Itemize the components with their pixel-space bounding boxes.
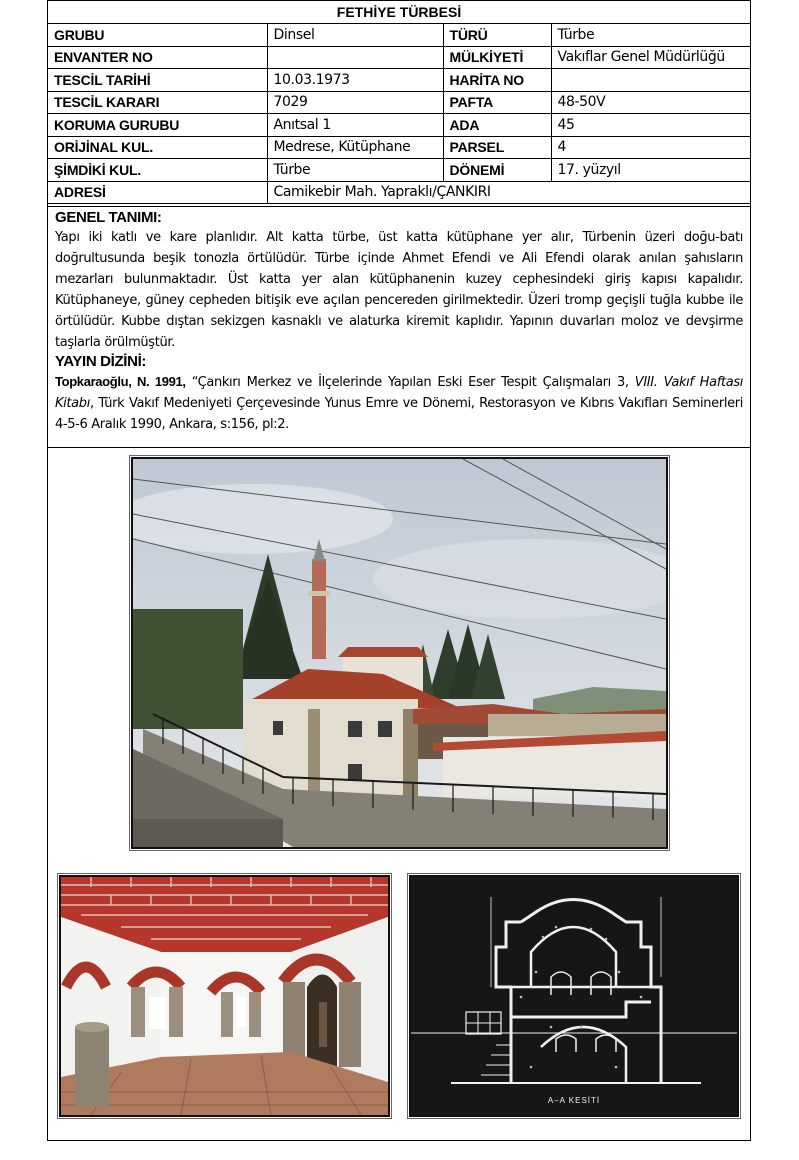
value-donemi: 17. yüzyıl (551, 159, 750, 182)
drawing-caption: A–A KESİTİ (547, 1096, 601, 1105)
interior-photo (59, 875, 390, 1117)
label-turu: TÜRÜ (443, 24, 551, 47)
value-envanter-no (267, 46, 443, 69)
value-grubu: Dinsel (267, 24, 443, 47)
value-koruma-gurubu: Anıtsal 1 (267, 114, 443, 137)
table-row (48, 69, 750, 92)
label-simdiki-kul: ŞİMDİKİ KUL. (48, 159, 267, 182)
label-mulkiyeti: MÜLKİYETİ (443, 46, 551, 69)
value-mulkiyeti: Vakıflar Genel Müdürlüğü (551, 46, 750, 69)
bibliography-book-title: VIII. Vakıf Haftası Kitabı (55, 375, 744, 411)
table-row (48, 91, 750, 114)
label-koruma-gurubu: KORUMA GURUBU (48, 114, 267, 137)
value-turu: Türbe (551, 24, 750, 47)
label-donemi: DÖNEMİ (443, 159, 551, 182)
bibliography-entry (55, 371, 743, 435)
value-harita-no (551, 69, 750, 92)
bibliography-heading: YAYIN DİZİNİ: (55, 353, 147, 370)
label-orijinal-kul: ORİJİNAL KUL. (48, 136, 267, 159)
label-ada: ADA (443, 114, 551, 137)
table-row (48, 24, 750, 47)
bibliography-text-2: , Türk Vakıf Medeniyeti Çerçevesinde Yunus Emre ve Dönemi, Restorasyon ve Kıbrıs Vakıfları Seminerleri 4-5-6 Aralık 1990, Ankara, s:156, pl:2. (55, 396, 743, 432)
label-harita-no: HARİTA NO (443, 69, 551, 92)
value-orijinal-kul: Medrese, Kütüphane (267, 136, 443, 159)
general-heading: GENEL TANIMI: (55, 209, 162, 226)
value-tescil-tarihi: 10.03.1973 (267, 69, 443, 92)
value-tescil-karari: 7029 (267, 91, 443, 114)
value-simdiki-kul: Türbe (267, 159, 443, 182)
label-adresi: ADRESİ (48, 181, 267, 204)
info-table (48, 1, 750, 204)
value-parsel: 4 (551, 136, 750, 159)
table-row (48, 46, 750, 69)
table-row (48, 159, 750, 182)
general-text: Yapı iki katlı ve kare planlıdır. Alt katta türbe, üst katta kütüphane yer alır, Türbenin üzeri doğu-batı doğrultusunda beşik tonozla örtülüdür. Türbe içinde Ahmet Efendi ve Ali Efendi olarak anılan şahısların mezarları bulunmaktadır. Üst katta yer alan kütüphanenin kuzey cephesindeki giriş kapısı kapalıdır. Kütüphaneye, güney cepheden bitişik eve açılan pencereden girilmektedir. Üzeri tromp geçişli tuğla kubbe ile örtülüdür. Kubbe dıştan sekizgen kasnaklı ve alaturka kiremit kaplıdır. Yapının duvarları moloz ve devşirme taşlarla örülmüştür. (55, 230, 743, 350)
description-section (48, 206, 750, 448)
value-ada: 45 (551, 114, 750, 137)
table-row (48, 181, 750, 204)
table-row (48, 114, 750, 137)
label-grubu: GRUBU (48, 24, 267, 47)
value-adresi: Camikebir Mah. Yapraklı/ÇANKIRI (267, 181, 750, 204)
value-pafta: 48-50V (551, 91, 750, 114)
label-tescil-tarihi: TESCİL TARİHİ (48, 69, 267, 92)
label-parsel: PARSEL (443, 136, 551, 159)
bibliography-author: Topkaraoğlu, N. 1991, (55, 374, 186, 389)
section-drawing (409, 875, 739, 1117)
label-pafta: PAFTA (443, 91, 551, 114)
table-row (48, 136, 750, 159)
bibliography-text-1: “Çankırı Merkez ve İlçelerinde Yapılan Eski Eser Tespit Çalışmaları 3, (185, 375, 635, 390)
label-tescil-karari: TESCİL KARARI (48, 91, 267, 114)
label-envanter-no: ENVANTER NO (48, 46, 267, 69)
exterior-photo (131, 457, 668, 849)
page-title: FETHİYE TÜRBESİ (48, 1, 750, 24)
